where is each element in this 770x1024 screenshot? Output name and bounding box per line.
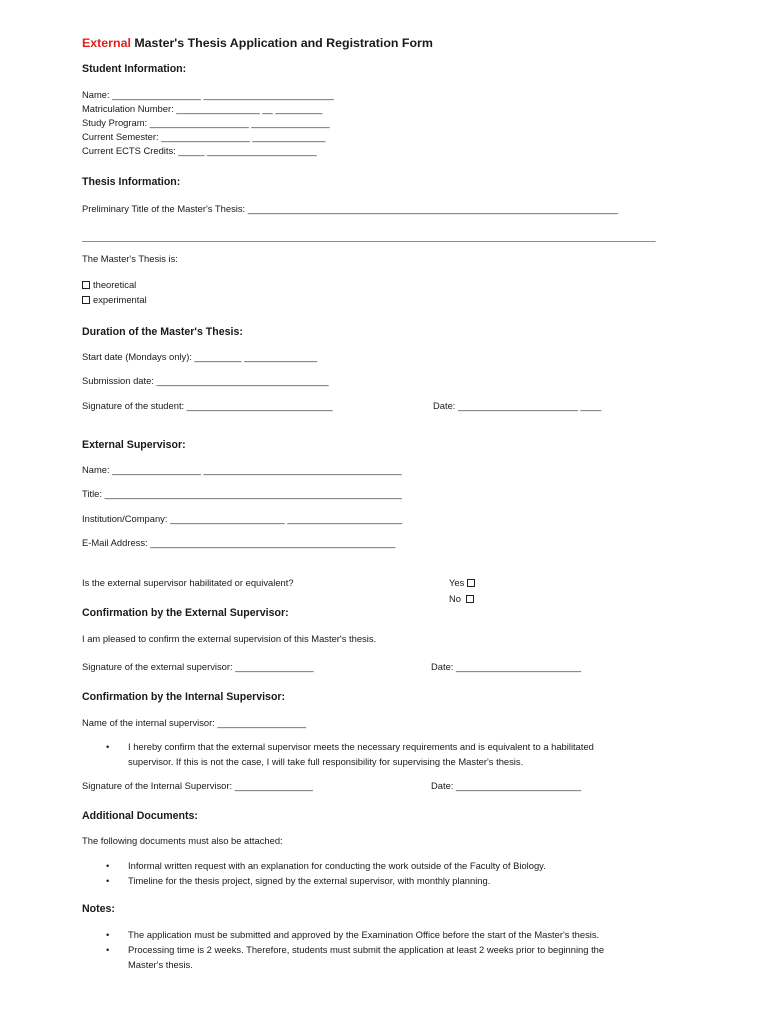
title-highlight: External: [82, 36, 131, 50]
no-label: No: [449, 593, 461, 604]
submission-date-field[interactable]: Submission date: _________________________________: [82, 375, 329, 386]
internal-date-field[interactable]: Date: ________________________: [431, 780, 582, 791]
student-signature-field[interactable]: Signature of the student: ____________________________: [82, 400, 333, 411]
additional-documents-heading: Additional Documents:: [82, 810, 198, 822]
habilitated-no-option[interactable]: [449, 593, 474, 604]
note-item-2-line2: Master's thesis.: [128, 959, 193, 970]
experimental-checkbox[interactable]: [82, 296, 90, 304]
current-semester-field[interactable]: Current Semester: _________________ ______________: [82, 131, 326, 142]
matriculation-field[interactable]: Matriculation Number: ________________ __ _________: [82, 103, 323, 114]
thesis-type-label: The Master's Thesis is:: [82, 253, 178, 264]
theoretical-option[interactable]: [82, 279, 136, 290]
title-rest: Master's Thesis Application and Registration Form: [130, 36, 433, 50]
ects-credits-field[interactable]: Current ECTS Credits: _____ _____________________: [82, 145, 317, 156]
bullet-marker: •: [106, 741, 110, 752]
thesis-title-line2[interactable]: ______________________________________________________________________________________________________________: [82, 231, 656, 242]
confirm-external-text: I am pleased to confirm the external supervision of this Master's thesis.: [82, 633, 377, 644]
external-supervisor-heading: External Supervisor:: [82, 439, 186, 451]
yes-label: Yes: [449, 577, 465, 588]
thesis-title-field[interactable]: Preliminary Title of the Master's Thesis: _______________________________________________________________________: [82, 203, 618, 214]
student-date-field[interactable]: Date: _______________________ ____: [433, 400, 602, 411]
confirm-external-heading: Confirmation by the External Supervisor:: [82, 607, 289, 619]
email-field[interactable]: E-Mail Address: _______________________________________________: [82, 537, 396, 548]
student-name-field[interactable]: Name: _________________ _________________________: [82, 89, 334, 100]
external-date-field[interactable]: Date: ________________________: [431, 661, 582, 672]
thesis-heading: Thesis Information:: [82, 176, 181, 188]
duration-heading: Duration of the Master's Thesis:: [82, 326, 243, 338]
habilitated-yes-option[interactable]: [449, 577, 475, 588]
experimental-label: experimental: [93, 294, 147, 305]
bullet-marker: •: [106, 944, 110, 955]
form-title: [82, 36, 433, 50]
experimental-option[interactable]: [82, 294, 147, 305]
habilitated-question: Is the external supervisor habilitated or equivalent?: [82, 577, 294, 588]
external-name-field[interactable]: Name: _________________ ______________________________________: [82, 464, 402, 475]
external-title-field[interactable]: Title: _________________________________________________________: [82, 488, 402, 499]
yes-checkbox[interactable]: [467, 579, 475, 587]
theoretical-label: theoretical: [93, 279, 137, 290]
external-signature-field[interactable]: Signature of the external supervisor: _______________: [82, 661, 314, 672]
additional-item-2: Timeline for the thesis project, signed by the external supervisor, with monthly planning.: [128, 875, 491, 886]
additional-item-1: Informal written request with an explanation for conducting the work outside of the Faculty of Biology.: [128, 860, 546, 871]
study-program-field[interactable]: Study Program: ___________________ _______________: [82, 117, 330, 128]
start-date-field[interactable]: Start date (Mondays only): _________ ______________: [82, 351, 318, 362]
theoretical-checkbox[interactable]: [82, 281, 90, 289]
bullet-marker: •: [106, 929, 110, 940]
notes-heading: Notes:: [82, 903, 115, 915]
institution-field[interactable]: Institution/Company: ______________________ ______________________: [82, 513, 403, 524]
additional-intro: The following documents must also be attached:: [82, 835, 283, 846]
no-checkbox[interactable]: [466, 595, 474, 603]
confirm-internal-heading: Confirmation by the Internal Supervisor:: [82, 691, 286, 703]
bullet-marker: •: [106, 860, 110, 871]
note-item-1: The application must be submitted and approved by the Examination Office before the start of the Master's thesis.: [128, 929, 600, 940]
bullet-marker: •: [106, 875, 110, 886]
internal-name-field[interactable]: Name of the internal supervisor: _________________: [82, 717, 307, 728]
student-heading: Student Information:: [82, 63, 187, 75]
internal-confirm-line1: I hereby confirm that the external supervisor meets the necessary requirements and is equivalent to a habilitated: [128, 741, 594, 752]
internal-confirm-line2: supervisor. If this is not the case, I will take full responsibility for supervising the Master's thesis.: [128, 756, 524, 767]
note-item-2-line1: Processing time is 2 weeks. Therefore, students must submit the application at least 2 weeks prior to beginning the: [128, 944, 605, 955]
internal-signature-field[interactable]: Signature of the Internal Supervisor: _______________: [82, 780, 313, 791]
